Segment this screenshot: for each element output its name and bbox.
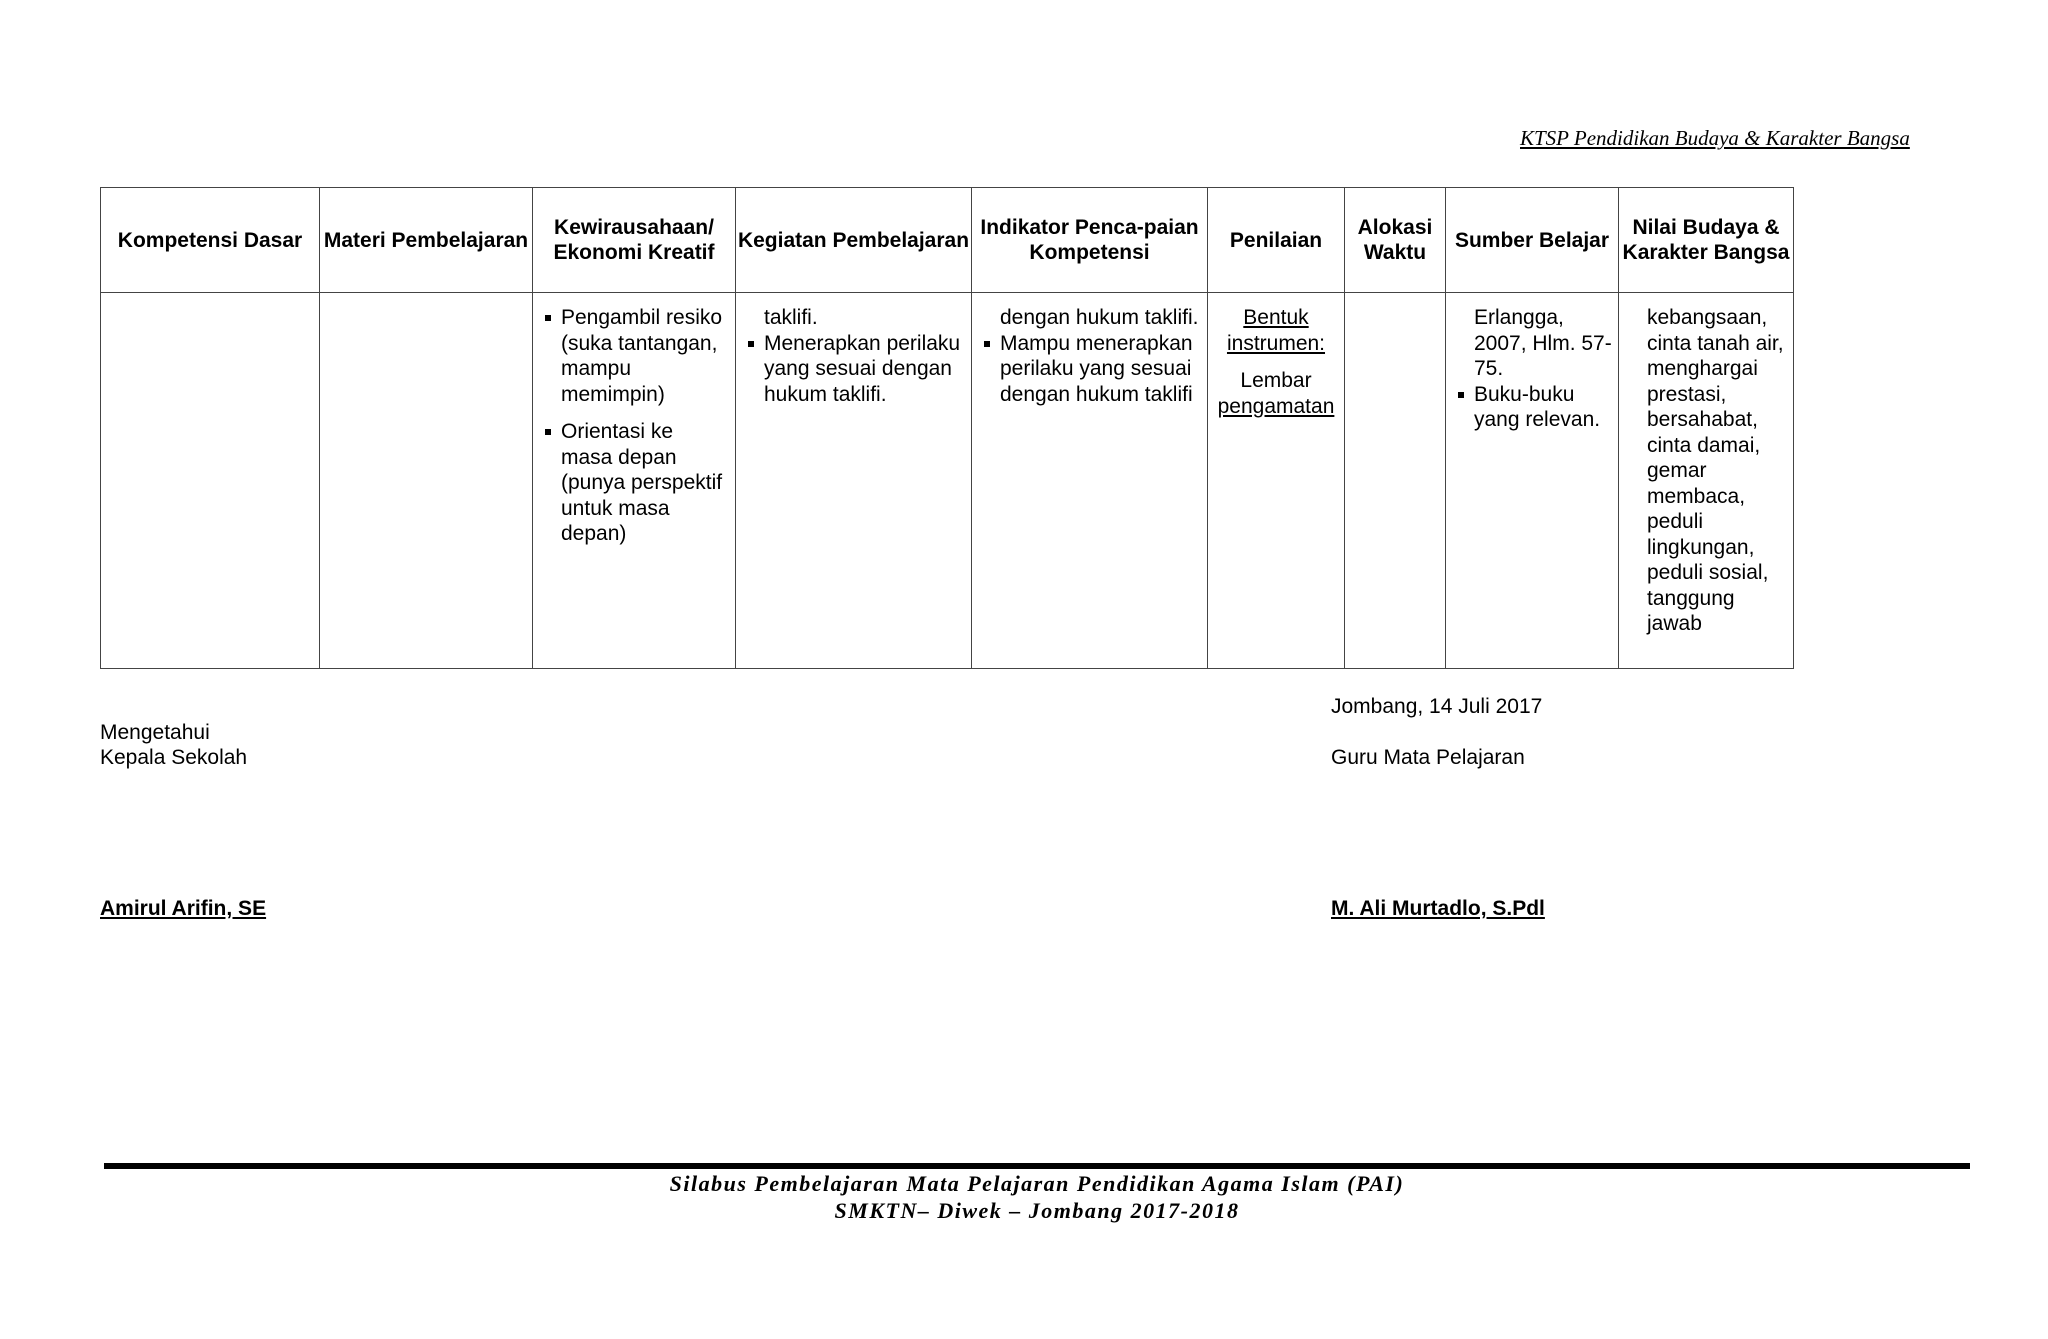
continued-text: Erlangga, 2007, Hlm. 57-75. <box>1474 306 1612 380</box>
cell-indikator <box>972 293 1208 669</box>
table-header-row <box>101 188 1794 293</box>
continued-text: taklifi. <box>764 306 818 329</box>
principal-name: Amirul Arifin, SE <box>100 897 267 920</box>
principal-name-block <box>100 896 266 921</box>
list-item: Buku-buku yang relevan. <box>1454 382 1612 433</box>
column-header-alokasi: Alokasi Waktu <box>1345 188 1446 293</box>
cell-nilai <box>1619 293 1794 669</box>
cell-kegiatan <box>736 293 972 669</box>
acknowledged-label: Mengetahui <box>100 721 210 744</box>
footer-line-2: SMKTN– Diwek – Jombang 2017-2018 <box>834 1198 1240 1223</box>
column-header-sumber: Sumber Belajar <box>1446 188 1619 293</box>
cell-kompetensi-dasar <box>101 293 320 669</box>
continued-text: dengan hukum taklifi. <box>1000 306 1199 329</box>
syllabus-table <box>100 187 1794 669</box>
document-header-note: KTSP Pendidikan Budaya & Karakter Bangsa <box>1520 126 1910 150</box>
cell-materi <box>320 293 533 669</box>
footer-line-1: Silabus Pembelajaran Mata Pelajaran Pendidikan Agama Islam (PAI) <box>669 1171 1405 1196</box>
cell-kewirausahaan <box>533 293 736 669</box>
left-signature-block <box>100 720 247 770</box>
column-header-nilai: Nilai Budaya & Karakter Bangsa <box>1619 188 1794 293</box>
column-header-materi: Materi Pembelajaran <box>320 188 533 293</box>
column-header-kompetensi-dasar: Kompetensi Dasar <box>101 188 320 293</box>
cell-alokasi <box>1345 293 1446 669</box>
footer-divider <box>104 1163 1970 1169</box>
column-header-kegiatan: Kegiatan Pembelajaran <box>736 188 972 293</box>
assessment-value-continued: pengamatan <box>1217 394 1335 418</box>
place-date: Jombang, 14 Juli 2017 <box>1331 695 1543 718</box>
list-item: Menerapkan perilaku yang sesuai dengan hukum taklifi. <box>744 331 965 408</box>
list-item: Pengambil resiko (suka tantangan, mampu memimpin) <box>541 305 729 407</box>
list-item: Mampu menerapkan perilaku yang sesuai dengan hukum taklifi <box>980 331 1201 408</box>
assessment-form-label: Bentuk <box>1243 306 1309 329</box>
teacher-name: M. Ali Murtadlo, S.Pdl <box>1331 897 1545 920</box>
document-footer <box>104 1170 1970 1224</box>
cell-penilaian <box>1208 293 1345 669</box>
table-row <box>101 293 1794 669</box>
cell-sumber <box>1446 293 1619 669</box>
teacher-title: Guru Mata Pelajaran <box>1331 746 1525 769</box>
column-header-penilaian: Penilaian <box>1208 188 1345 293</box>
column-header-indikator: Indikator Penca-paian Kompetensi <box>972 188 1208 293</box>
teacher-name-block <box>1331 896 1545 921</box>
list-item: Orientasi ke masa depan (punya perspektif untuk masa depan) <box>541 419 729 547</box>
column-header-kewirausahaan: Kewirausahaan/ Ekonomi Kreatif <box>533 188 736 293</box>
assessment-instrument-label: instrumen: <box>1226 331 1326 355</box>
principal-title: Kepala Sekolah <box>100 746 248 769</box>
assessment-value: Lembar <box>1240 369 1312 392</box>
values-text: kebangsaan, cinta tanah air, menghargai prestasi, bersahabat, cinta damai, gemar membaca, peduli lingkungan, peduli sosial, tanggung jawab <box>1647 306 1784 635</box>
